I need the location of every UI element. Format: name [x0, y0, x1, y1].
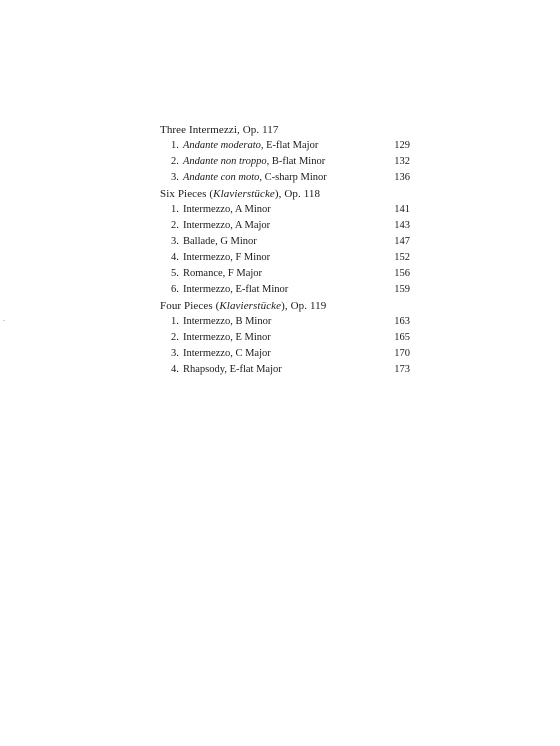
- entry-number: 1.: [171, 316, 179, 327]
- entry-number: 3.: [171, 348, 179, 359]
- entry-title: Intermezzo, A Minor: [183, 204, 271, 215]
- section-title-post: ), Op. 119: [281, 300, 327, 312]
- section-title-italic: Klavierstücke: [213, 188, 275, 200]
- toc-entry[interactable]: [160, 170, 410, 186]
- entry-page-number: 143: [394, 220, 410, 231]
- entry-page-number: 152: [394, 252, 410, 263]
- entry-title: Intermezzo, A Major: [183, 220, 271, 231]
- entry-number: 3.: [171, 236, 179, 247]
- entry-title: Rhapsody, E-flat Major: [183, 364, 282, 375]
- section-title-post: ), Op. 118: [274, 188, 321, 200]
- entry-number: 1.: [171, 204, 179, 215]
- entry-page-number: 170: [394, 348, 410, 359]
- toc-entry[interactable]: [160, 250, 410, 266]
- entry-title-italic: Andante moderato: [183, 140, 261, 151]
- toc-entry[interactable]: [160, 266, 410, 282]
- entry-page-number: 163: [394, 316, 410, 327]
- entry-number: 5.: [171, 268, 179, 279]
- entry-title: Ballade, G Minor: [183, 236, 257, 247]
- entry-page-number: 136: [394, 172, 410, 183]
- entry-title-italic: Andante non troppo: [183, 156, 267, 167]
- section-title-op119: [160, 298, 410, 314]
- section-title-op118: [160, 186, 410, 202]
- toc-entry[interactable]: [160, 138, 410, 154]
- entry-page-number: 147: [394, 236, 410, 247]
- toc-entry[interactable]: [160, 362, 410, 378]
- entry-title: Intermezzo, E-flat Minor: [183, 284, 289, 295]
- entry-page-number: 132: [394, 156, 410, 167]
- section-title-pre: Four Pieces (: [160, 300, 220, 312]
- entry-page-number: 156: [394, 268, 410, 279]
- entry-title: [183, 154, 386, 170]
- section-title-italic: Klavierstücke: [219, 300, 282, 312]
- table-of-contents: [160, 122, 410, 378]
- toc-entry[interactable]: [160, 234, 410, 250]
- entry-number: 4.: [171, 364, 179, 375]
- margin-mark: [3, 320, 5, 321]
- entry-title-rest: , E-flat Major: [260, 140, 319, 151]
- entry-title: Intermezzo, F Minor: [183, 252, 271, 263]
- entry-title-italic: Andante con moto: [183, 172, 260, 183]
- entry-page-number: 159: [394, 284, 410, 295]
- entry-number: 4.: [171, 252, 179, 263]
- toc-entry[interactable]: [160, 330, 410, 346]
- entry-title: Intermezzo, C Major: [183, 348, 271, 359]
- entry-number: 3.: [171, 172, 179, 183]
- entry-title: Intermezzo, B Minor: [183, 316, 272, 327]
- entry-page-number: 129: [394, 140, 410, 151]
- entry-title: Romance, F Major: [183, 268, 263, 279]
- entry-title: [183, 170, 386, 186]
- section-title-text: Three Intermezzi, Op. 117: [160, 124, 279, 136]
- toc-entry[interactable]: [160, 282, 410, 298]
- entry-page-number: 165: [394, 332, 410, 343]
- toc-entry[interactable]: [160, 218, 410, 234]
- entry-title: Intermezzo, E Minor: [183, 332, 271, 343]
- entry-number: 1.: [171, 140, 179, 151]
- entry-number: 2.: [171, 220, 179, 231]
- toc-entry[interactable]: [160, 346, 410, 362]
- entry-title-rest: , C-sharp Minor: [259, 172, 327, 183]
- section-title-pre: Six Pieces (: [160, 188, 214, 200]
- entry-title-rest: , B-flat Minor: [266, 156, 326, 167]
- entry-page-number: 173: [394, 364, 410, 375]
- entry-number: 6.: [171, 284, 179, 295]
- entry-page-number: 141: [394, 204, 410, 215]
- entry-number: 2.: [171, 156, 179, 167]
- entry-title: [183, 138, 386, 154]
- entry-number: 2.: [171, 332, 179, 343]
- toc-entry[interactable]: [160, 154, 410, 170]
- toc-entry[interactable]: [160, 314, 410, 330]
- toc-entry[interactable]: [160, 202, 410, 218]
- section-title-op117: [160, 122, 410, 138]
